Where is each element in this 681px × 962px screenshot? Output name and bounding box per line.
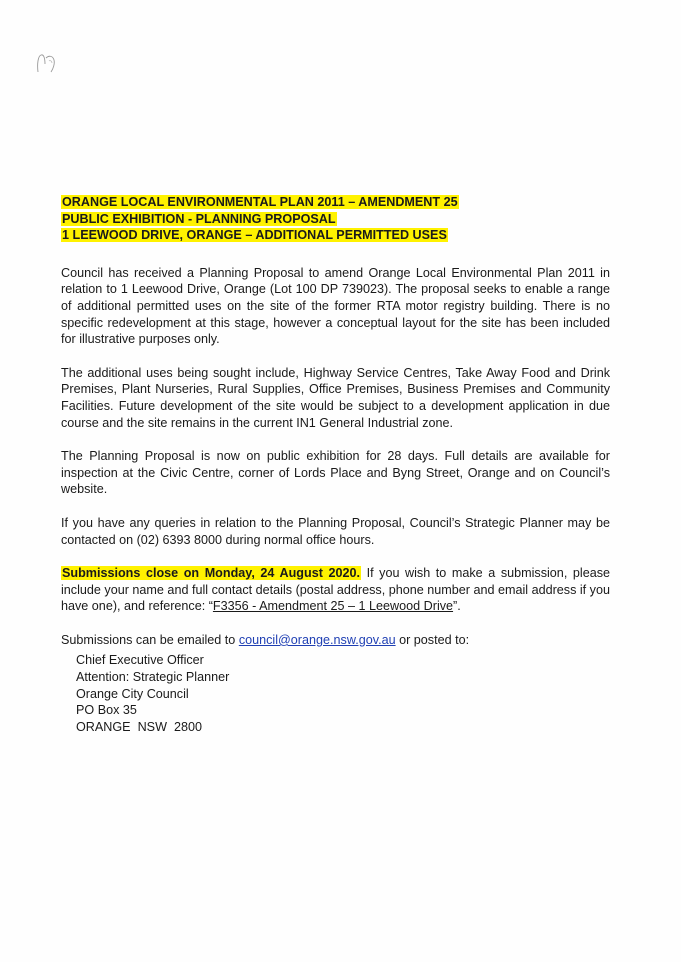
- paragraph-exhibition: The Planning Proposal is now on public exhibition for 28 days. Full details are available for inspection at the Civic Centre, corner of Lords Place and Byng Street, Orange and on Council’s website.: [61, 449, 610, 497]
- notice-heading: [61, 194, 610, 244]
- address-line: Chief Executive Officer: [76, 653, 204, 668]
- address-line: ORANGE NSW 2800: [76, 719, 202, 734]
- paragraph-submissions: [61, 565, 610, 615]
- contact-intro: Submissions can be emailed to: [61, 632, 239, 647]
- heading-line-3: 1 LEEWOOD DRIVE, ORANGE – ADDITIONAL PERMITTED USES: [62, 228, 447, 243]
- heading-line-2: PUBLIC EXHIBITION - PLANNING PROPOSAL: [62, 211, 336, 226]
- heading-line-1: ORANGE LOCAL ENVIRONMENTAL PLAN 2011 – AMENDMENT 25: [62, 195, 458, 209]
- notice-body: [61, 194, 610, 735]
- paragraph-queries: If you have any queries in relation to the Planning Proposal, Council’s Strategic Planner may be contacted on (02) 6393 8000 during normal office hours.: [61, 515, 610, 547]
- paragraph-proposal: Council has received a Planning Proposal to amend Orange Local Environmental Plan 2011 in relation to 1 Leewood Drive, Orange (Lot 100 DP 739023). The proposal seeks to enable a range of additional permitted uses on the site of the former RTA motor registry building. There is no specific redevelopment at this stage, however a conceptual layout for the site has been included for illustrative purposes only.: [61, 265, 610, 347]
- contact-intro-end: or posted to:: [395, 632, 470, 647]
- address-line: PO Box 35: [76, 703, 137, 718]
- submission-instructions: If you wish to make a submission, please include your name and full contact details (postal address, phone number and email address if you have one), and reference: “: [61, 566, 611, 614]
- submission-reference: F3356 - Amendment 25 – 1 Leewood Drive: [212, 599, 454, 614]
- council-email-link[interactable]: council@orange.nsw.gov.au: [238, 632, 396, 647]
- submission-closing: ”.: [453, 599, 461, 614]
- address-line: Attention: Strategic Planner: [76, 670, 230, 685]
- address-line: Orange City Council: [76, 686, 189, 701]
- submission-deadline: Submissions close on Monday, 24 August 2020.: [62, 566, 360, 581]
- paragraph-additional-uses: The additional uses being sought include, Highway Service Centres, Take Away Food and Drink Premises, Plant Nurseries, Rural Supplies, Office Premises, Business Premises and Community Facilities. Future development of the site would be subject to a development application in due course and the site remains in the current IN1 General Industrial zone.: [61, 365, 610, 430]
- paragraph-contact: [61, 632, 610, 649]
- pen-mark-icon: [32, 50, 60, 76]
- postal-address: [76, 652, 610, 735]
